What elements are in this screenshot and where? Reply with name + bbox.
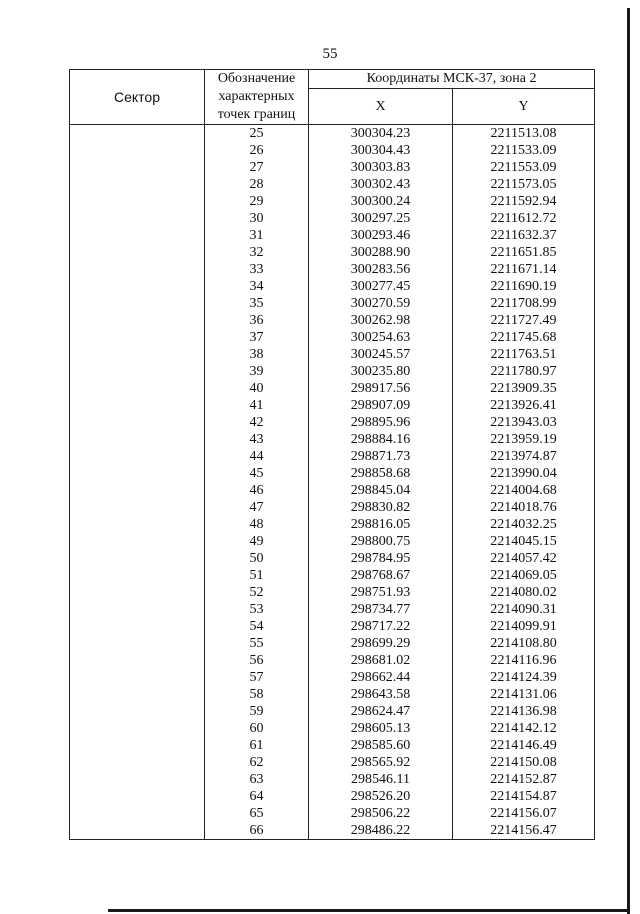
x-coordinate-cell: 298717.22 [309, 618, 453, 635]
y-coordinate-cell: 2213974.87 [453, 448, 595, 465]
point-cell: 52 [205, 584, 309, 601]
header-point-designation: Обозначение характерных точек границ [205, 70, 309, 125]
x-coordinate-cell: 298800.75 [309, 533, 453, 550]
point-cell: 57 [205, 669, 309, 686]
x-coordinate-cell: 298830.82 [309, 499, 453, 516]
y-coordinate-cell: 2211727.49 [453, 312, 595, 329]
y-coordinate-cell: 2214142.12 [453, 720, 595, 737]
y-coordinate-cell: 2211632.37 [453, 227, 595, 244]
point-cell: 41 [205, 397, 309, 414]
y-coordinate-cell: 2214045.15 [453, 533, 595, 550]
y-coordinate-cell: 2213943.03 [453, 414, 595, 431]
header-coordinates: Координаты МСК-37, зона 2 [309, 70, 595, 89]
header-sector: Сектор [70, 70, 205, 125]
y-coordinate-cell: 2214136.98 [453, 703, 595, 720]
x-coordinate-cell: 300304.23 [309, 125, 453, 143]
x-coordinate-cell: 298784.95 [309, 550, 453, 567]
y-coordinate-cell: 2211592.94 [453, 193, 595, 210]
x-coordinate-cell: 298884.16 [309, 431, 453, 448]
point-cell: 36 [205, 312, 309, 329]
y-coordinate-cell: 2211553.09 [453, 159, 595, 176]
point-cell: 43 [205, 431, 309, 448]
y-coordinate-cell: 2214057.42 [453, 550, 595, 567]
point-cell: 32 [205, 244, 309, 261]
point-cell: 48 [205, 516, 309, 533]
x-coordinate-cell: 300262.98 [309, 312, 453, 329]
scan-edge-right [627, 8, 630, 914]
page-number: 55 [322, 46, 338, 62]
y-coordinate-cell: 2214150.08 [453, 754, 595, 771]
point-cell: 46 [205, 482, 309, 499]
y-coordinate-cell: 2211763.51 [453, 346, 595, 363]
y-coordinate-cell: 2211708.99 [453, 295, 595, 312]
scan-edge-bottom [108, 909, 630, 912]
x-coordinate-cell: 298565.92 [309, 754, 453, 771]
point-cell: 44 [205, 448, 309, 465]
y-coordinate-cell: 2211690.19 [453, 278, 595, 295]
y-coordinate-cell: 2214080.02 [453, 584, 595, 601]
y-coordinate-cell: 2211651.85 [453, 244, 595, 261]
point-cell: 40 [205, 380, 309, 397]
x-coordinate-cell: 298907.09 [309, 397, 453, 414]
x-coordinate-cell: 300277.45 [309, 278, 453, 295]
x-coordinate-cell: 298734.77 [309, 601, 453, 618]
header-x: X [309, 88, 453, 124]
point-cell: 49 [205, 533, 309, 550]
y-coordinate-cell: 2214156.47 [453, 822, 595, 840]
x-coordinate-cell: 300245.57 [309, 346, 453, 363]
y-coordinate-cell: 2213926.41 [453, 397, 595, 414]
y-coordinate-cell: 2214099.91 [453, 618, 595, 635]
x-coordinate-cell: 298858.68 [309, 465, 453, 482]
y-coordinate-cell: 2214090.31 [453, 601, 595, 618]
x-coordinate-cell: 300254.63 [309, 329, 453, 346]
point-cell: 27 [205, 159, 309, 176]
x-coordinate-cell: 298662.44 [309, 669, 453, 686]
y-coordinate-cell: 2214131.06 [453, 686, 595, 703]
x-coordinate-cell: 298486.22 [309, 822, 453, 840]
point-cell: 65 [205, 805, 309, 822]
point-cell: 31 [205, 227, 309, 244]
x-coordinate-cell: 298871.73 [309, 448, 453, 465]
y-coordinate-cell: 2214124.39 [453, 669, 595, 686]
y-coordinate-cell: 2214069.05 [453, 567, 595, 584]
y-coordinate-cell: 2214146.49 [453, 737, 595, 754]
x-coordinate-cell: 300300.24 [309, 193, 453, 210]
point-cell: 38 [205, 346, 309, 363]
y-coordinate-cell: 2211780.97 [453, 363, 595, 380]
x-coordinate-cell: 298624.47 [309, 703, 453, 720]
y-coordinate-cell: 2214018.76 [453, 499, 595, 516]
y-coordinate-cell: 2213959.19 [453, 431, 595, 448]
y-coordinate-cell: 2214004.68 [453, 482, 595, 499]
x-coordinate-cell: 298605.13 [309, 720, 453, 737]
point-cell: 50 [205, 550, 309, 567]
x-coordinate-cell: 298751.93 [309, 584, 453, 601]
x-coordinate-cell: 298643.58 [309, 686, 453, 703]
point-cell: 26 [205, 142, 309, 159]
x-coordinate-cell: 300303.83 [309, 159, 453, 176]
point-cell: 62 [205, 754, 309, 771]
point-cell: 35 [205, 295, 309, 312]
point-cell: 63 [205, 771, 309, 788]
y-coordinate-cell: 2211513.08 [453, 125, 595, 143]
y-coordinate-cell: 2214154.87 [453, 788, 595, 805]
point-cell: 29 [205, 193, 309, 210]
point-cell: 66 [205, 822, 309, 840]
y-coordinate-cell: 2214156.07 [453, 805, 595, 822]
point-cell: 42 [205, 414, 309, 431]
point-cell: 28 [205, 176, 309, 193]
point-cell: 45 [205, 465, 309, 482]
point-cell: 47 [205, 499, 309, 516]
point-cell: 33 [205, 261, 309, 278]
point-cell: 55 [205, 635, 309, 652]
y-coordinate-cell: 2214116.96 [453, 652, 595, 669]
x-coordinate-cell: 298546.11 [309, 771, 453, 788]
x-coordinate-cell: 300235.80 [309, 363, 453, 380]
x-coordinate-cell: 298699.29 [309, 635, 453, 652]
x-coordinate-cell: 300302.43 [309, 176, 453, 193]
point-cell: 51 [205, 567, 309, 584]
x-coordinate-cell: 298816.05 [309, 516, 453, 533]
x-coordinate-cell: 300293.46 [309, 227, 453, 244]
sector-cell [70, 125, 205, 840]
point-cell: 58 [205, 686, 309, 703]
x-coordinate-cell: 300270.59 [309, 295, 453, 312]
x-coordinate-cell: 298845.04 [309, 482, 453, 499]
coordinates-table [69, 69, 595, 840]
x-coordinate-cell: 300288.90 [309, 244, 453, 261]
point-cell: 60 [205, 720, 309, 737]
point-cell: 61 [205, 737, 309, 754]
y-coordinate-cell: 2214032.25 [453, 516, 595, 533]
table-row [70, 125, 595, 143]
point-cell: 56 [205, 652, 309, 669]
x-coordinate-cell: 298506.22 [309, 805, 453, 822]
y-coordinate-cell: 2211533.09 [453, 142, 595, 159]
y-coordinate-cell: 2211745.68 [453, 329, 595, 346]
y-coordinate-cell: 2214108.80 [453, 635, 595, 652]
point-cell: 64 [205, 788, 309, 805]
y-coordinate-cell: 2211573.05 [453, 176, 595, 193]
point-cell: 37 [205, 329, 309, 346]
point-cell: 54 [205, 618, 309, 635]
x-coordinate-cell: 298917.56 [309, 380, 453, 397]
header-y: Y [453, 88, 595, 124]
y-coordinate-cell: 2211612.72 [453, 210, 595, 227]
x-coordinate-cell: 300304.43 [309, 142, 453, 159]
x-coordinate-cell: 300297.25 [309, 210, 453, 227]
x-coordinate-cell: 298526.20 [309, 788, 453, 805]
point-cell: 53 [205, 601, 309, 618]
point-cell: 39 [205, 363, 309, 380]
x-coordinate-cell: 298768.67 [309, 567, 453, 584]
point-cell: 59 [205, 703, 309, 720]
y-coordinate-cell: 2213990.04 [453, 465, 595, 482]
y-coordinate-cell: 2214152.87 [453, 771, 595, 788]
y-coordinate-cell: 2211671.14 [453, 261, 595, 278]
table-body [70, 125, 595, 840]
y-coordinate-cell: 2213909.35 [453, 380, 595, 397]
x-coordinate-cell: 298681.02 [309, 652, 453, 669]
point-cell: 30 [205, 210, 309, 227]
x-coordinate-cell: 298895.96 [309, 414, 453, 431]
x-coordinate-cell: 300283.56 [309, 261, 453, 278]
point-cell: 34 [205, 278, 309, 295]
x-coordinate-cell: 298585.60 [309, 737, 453, 754]
point-cell: 25 [205, 125, 309, 143]
